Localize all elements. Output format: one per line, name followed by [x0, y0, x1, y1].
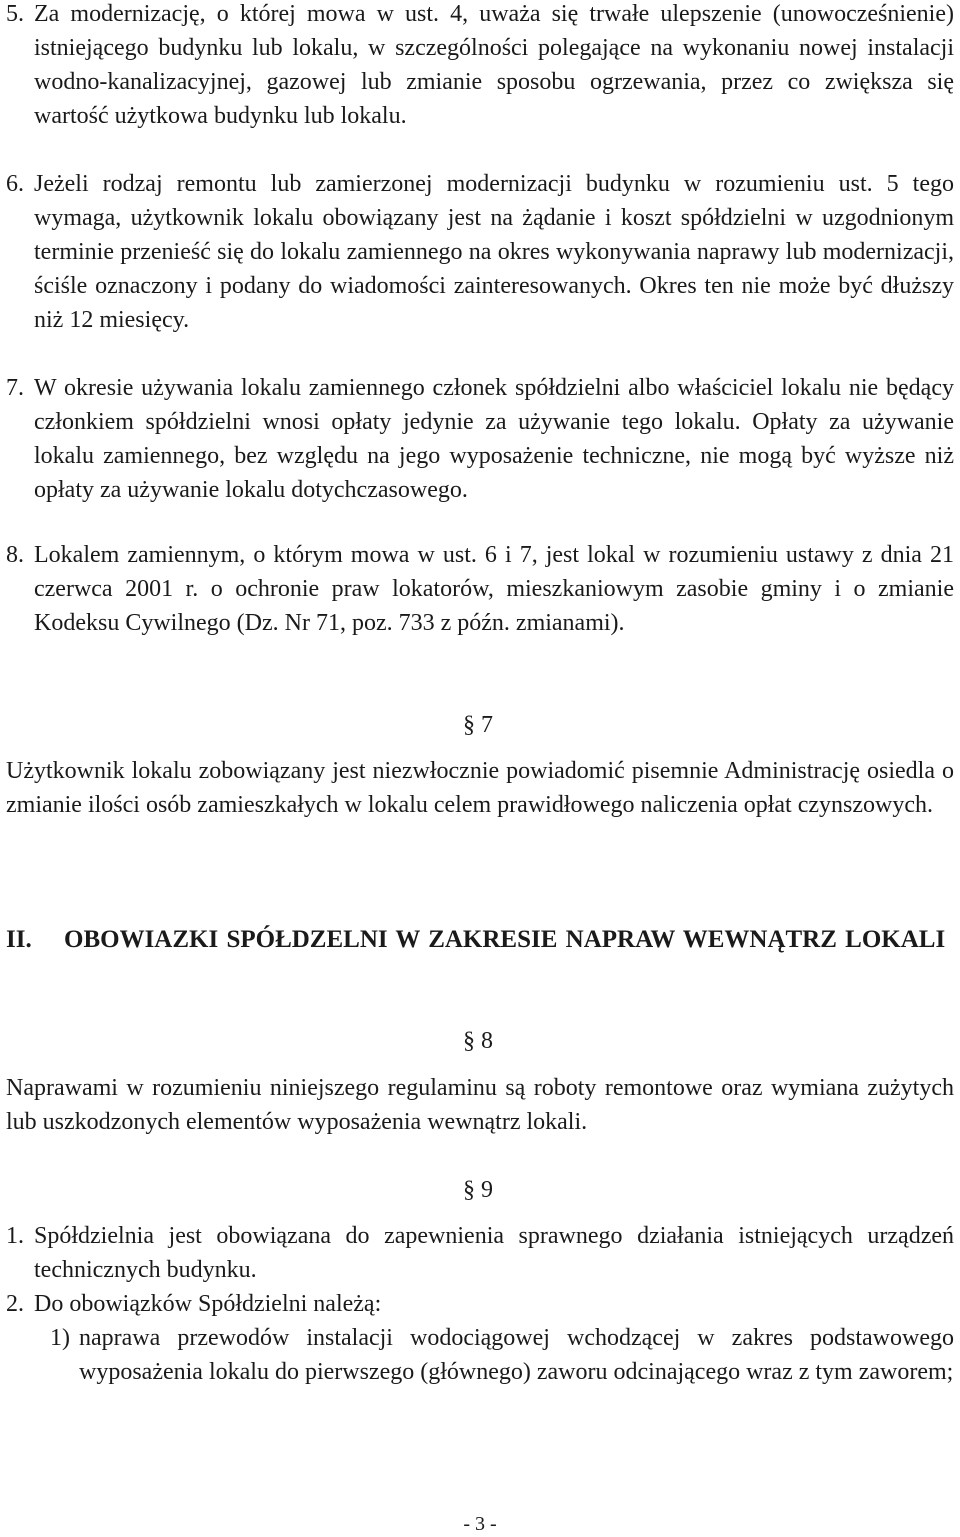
item-text: W okresie używania lokalu zamiennego członek spółdzielni albo właściciel lokalu nie będący członkiem spółdzielni wnosi opłaty jedynie za używanie tego lokalu. Opłaty za używanie lokalu zamiennego, bez względu na jego wyposażenie techniczne, nie mogą być wyższe niż opłaty za używanie lokalu dotychczasowego.: [34, 375, 954, 503]
list-item: [6, 167, 954, 337]
item-number: 1.: [6, 1223, 24, 1249]
list-item: [6, 0, 954, 133]
list-item: [6, 371, 954, 507]
item-text: Do obowiązków Spółdzielni należą:: [34, 1291, 382, 1317]
section-mark-8: § 8: [463, 1028, 493, 1054]
item-text: Lokalem zamiennym, o którym mowa w ust. 6 i 7, jest lokal w rozumieniu ustawy z dnia 21 czerwca 2001 r. o ochronie praw lokatorów, mieszkaniowym zasobie gminy i o zmianie Kodeksu Cywilnego (Dz. Nr 71, poz. 733 z późn. zmianami).: [34, 542, 954, 636]
item-text: Spółdzielnia jest obowiązana do zapewnienia sprawnego działania istniejących urządzeń technicznych budynku.: [34, 1223, 954, 1283]
item-text: Za modernizację, o której mowa w ust. 4, uważa się trwałe ulepszenie (unowocześnienie) istniejącego budynku lub lokalu, w szczególności polegające na wykonaniu nowej instalacji wodno-kanalizacyjnej, gazowej lub zmianie sposobu ogrzewania, przez co zwiększa się wartość użytkowa budynku lub lokalu.: [34, 1, 954, 129]
section-8-text: Naprawami w rozumieniu niniejszego regulaminu są roboty remontowe oraz wymiana zużytych lub uszkodzonych elementów wyposażenia wewnątrz lokali.: [6, 1075, 954, 1135]
chapter-heading: [6, 923, 954, 957]
item-number: 5.: [6, 1, 24, 27]
item-text: Jeżeli rodzaj remontu lub zamierzonej modernizacji budynku w rozumieniu ust. 5 tego wymaga, użytkownik lokalu obowiązany jest na żądanie i koszt spółdzielni w uzgodnionym terminie przenieść się do lokalu zamiennego na okres wykonywania naprawy lub modernizacji, ściśle oznaczony i podany do wiadomości zainteresowanych. Okres ten nie może być dłuższy niż 12 miesięcy.: [34, 171, 954, 333]
list-item: [6, 1287, 954, 1321]
page-number: - 3 -: [463, 1513, 497, 1535]
item-number: 8.: [6, 542, 24, 568]
section-mark-7: § 7: [463, 712, 493, 738]
sub-item-text: naprawa przewodów instalacji wodociągowej wchodzącej w zakres podstawowego wyposażenia lokalu do pierwszego (głównego) zaworu odcinającego wraz z tym zaworem;: [79, 1325, 954, 1385]
item-number: 6.: [6, 171, 24, 197]
item-number: 2.: [6, 1291, 24, 1317]
item-number: 7.: [6, 375, 24, 401]
chapter-title: OBOWIAZKI SPÓŁDZELNI W ZAKRESIE NAPRAW WEWNĄTRZ LOKALI: [64, 926, 946, 953]
list-item: [6, 538, 954, 640]
list-item: [6, 1219, 954, 1287]
sub-list-item: [50, 1321, 954, 1389]
section-7-text: Użytkownik lokalu zobowiązany jest niezwłocznie powiadomić pisemnie Administrację osiedla o zmianie ilości osób zamieszkałych w lokalu celem prawidłowego naliczenia opłat czynszowych.: [6, 758, 954, 818]
section-mark-9: § 9: [463, 1177, 493, 1203]
chapter-number: II.: [6, 926, 32, 953]
sub-item-number: 1): [50, 1325, 70, 1351]
